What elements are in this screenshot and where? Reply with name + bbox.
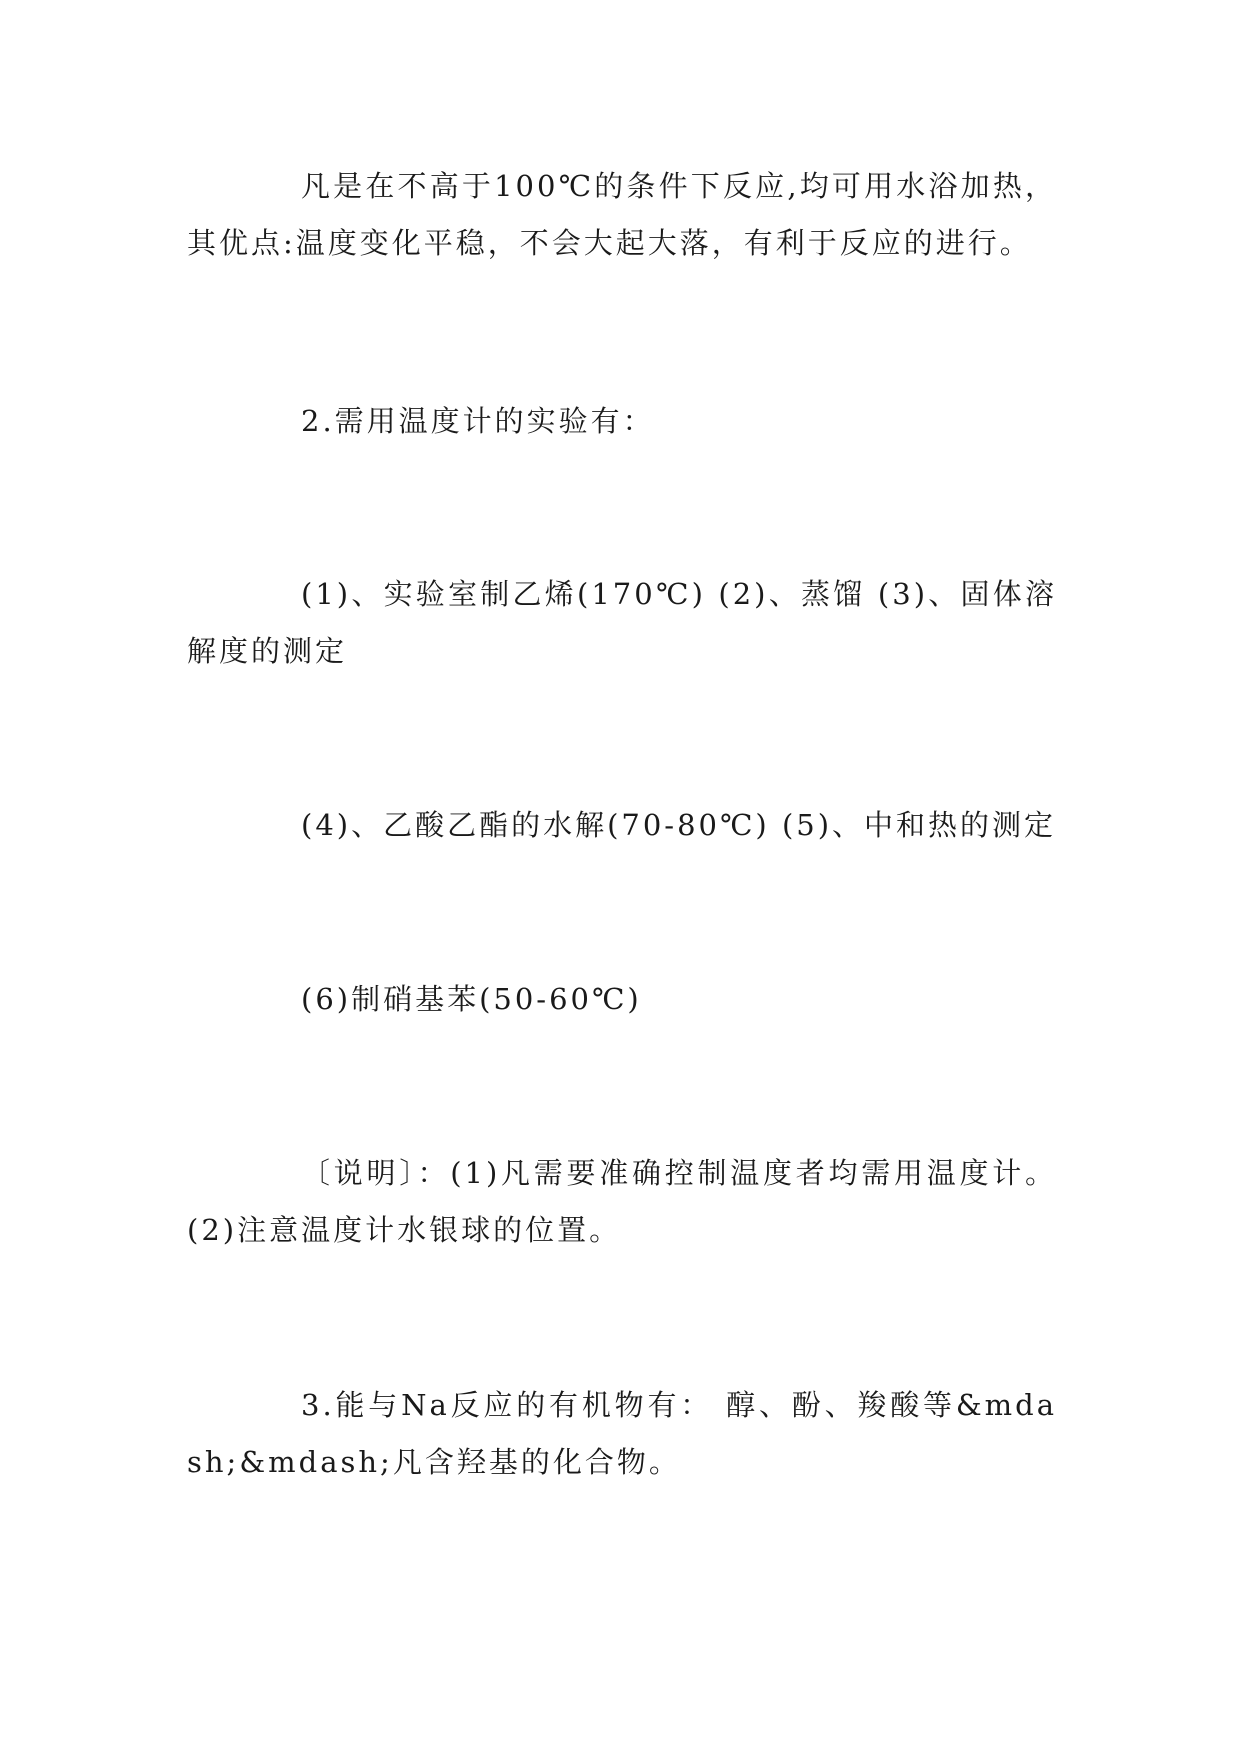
paragraph-thermometer-heading: 2.需用温度计的实验有： <box>301 404 655 438</box>
paragraph-thermometer-items-2: (4)、乙酸乙酯的水解(70-80℃) (5)、中和热的测定 <box>301 808 1057 842</box>
paragraph-water-bath-heating: 凡是在不高于100℃的条件下反应,均可用水浴加热，其优点:温度变化平稳，不会大起大落，有利于反应的进行。 <box>187 169 1057 260</box>
paragraph-thermometer-items-1: (1)、实验室制乙烯(170℃) (2)、蒸馏 (3)、固体溶解度的测定 <box>187 577 1057 668</box>
paragraph-explanation-note: 〔说明〕：(1)凡需要准确控制温度者均需用温度计。(2)注意温度计水银球的位置。 <box>187 1156 1057 1247</box>
paragraph-thermometer-items-3: (6)制硝基苯(50-60℃) <box>301 982 642 1016</box>
paragraph-sodium-reaction: 3.能与Na反应的有机物有： 醇、酚、羧酸等&mdash;&mdash;凡含羟基的化合物。 <box>187 1388 1057 1479</box>
